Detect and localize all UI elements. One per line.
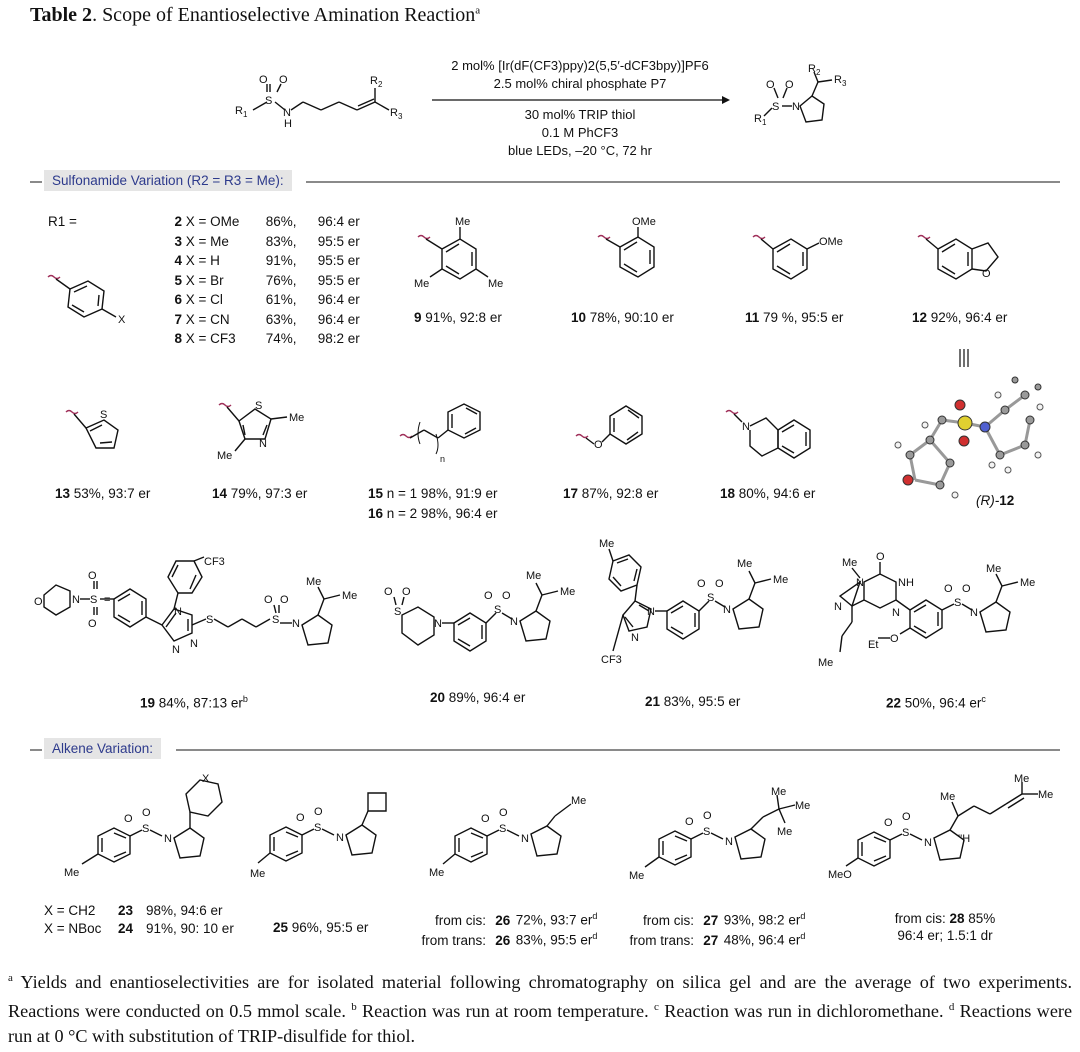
svg-text:N: N bbox=[190, 638, 198, 650]
structure-11 bbox=[745, 225, 855, 300]
svg-text:O: O bbox=[962, 583, 971, 595]
structure-27 bbox=[625, 785, 815, 885]
svg-text:O: O bbox=[296, 812, 305, 824]
svg-text:Me: Me bbox=[842, 557, 858, 569]
reaction-arrow bbox=[432, 94, 732, 106]
svg-text:O: O bbox=[314, 806, 323, 818]
svg-text:O: O bbox=[34, 596, 43, 608]
entry-17-label: 17 87%, 92:8 er bbox=[563, 486, 659, 501]
svg-text:O: O bbox=[499, 807, 508, 819]
svg-text:N: N bbox=[292, 618, 300, 630]
section-sulfonamide-label: Sulfonamide Variation (R2 = R3 = Me): bbox=[44, 170, 292, 191]
svg-text:S: S bbox=[494, 604, 502, 616]
svg-text:S: S bbox=[272, 614, 280, 626]
list-item: 8 X = CF3 74%, 98:2 er bbox=[174, 331, 360, 346]
list-item: 7 X = CN 63%, 96:4 er bbox=[174, 311, 360, 327]
entry-19-label: 19 84%, 87:13 $er^b$ bbox=[140, 694, 248, 711]
svg-text:S: S bbox=[394, 606, 402, 618]
svg-text:Me: Me bbox=[560, 586, 576, 598]
svg-text:O: O bbox=[502, 590, 511, 602]
svg-text:S: S bbox=[314, 822, 322, 834]
aryl-x-structure bbox=[40, 265, 140, 335]
svg-text:S: S bbox=[707, 592, 715, 604]
condition-light: blue LEDs, –20 °C, 72 hr bbox=[508, 143, 652, 158]
svg-text:R: R bbox=[370, 75, 378, 87]
svg-text:N: N bbox=[510, 616, 518, 628]
entry-26-trans-label: from trans: 26 83%, 95:5 $er^d$ bbox=[421, 931, 598, 948]
entry-20-label: 20 89%, 96:4 er bbox=[430, 690, 526, 705]
svg-text:S: S bbox=[255, 400, 263, 412]
svg-text:Me: Me bbox=[64, 867, 80, 879]
svg-text:Me: Me bbox=[940, 791, 956, 803]
svg-text:S: S bbox=[499, 823, 507, 835]
svg-text:Me: Me bbox=[1014, 773, 1030, 785]
svg-text:N: N bbox=[856, 577, 864, 589]
svg-text:O: O bbox=[594, 439, 603, 451]
list-item: 4 X = H 91%, 95:5 er bbox=[174, 253, 360, 268]
aryl-x-list bbox=[170, 212, 360, 349]
svg-text:N: N bbox=[792, 101, 800, 113]
svg-text:OMe: OMe bbox=[632, 216, 656, 228]
svg-text:N: N bbox=[259, 438, 267, 450]
svg-text:N: N bbox=[631, 632, 639, 644]
svg-text:O: O bbox=[884, 817, 893, 829]
section-sulfonamide bbox=[30, 172, 1060, 188]
entry-24-label: X = NBoc 24 91%, 90: 10 er bbox=[44, 921, 234, 936]
svg-text:Me: Me bbox=[217, 450, 233, 462]
svg-text:Me: Me bbox=[986, 563, 1002, 575]
svg-text:S: S bbox=[100, 409, 108, 421]
entry-27-cis-label: from cis: 27 93%, 98:2 $er^d$ bbox=[642, 911, 806, 928]
svg-text:Me: Me bbox=[429, 867, 445, 879]
svg-text:S: S bbox=[90, 594, 98, 606]
svg-text:O: O bbox=[402, 586, 411, 598]
svg-text:MeO: MeO bbox=[828, 869, 852, 881]
entry-9-label: 9 91%, 92:8 er bbox=[414, 310, 502, 325]
svg-text:Me: Me bbox=[773, 574, 789, 586]
svg-text:Me: Me bbox=[414, 278, 430, 290]
crystal-structure-image bbox=[880, 345, 1050, 505]
svg-text:S: S bbox=[902, 827, 910, 839]
svg-text:N: N bbox=[742, 421, 750, 433]
svg-text:R: R bbox=[834, 74, 842, 86]
svg-text:CF3: CF3 bbox=[204, 556, 225, 568]
svg-text:Me: Me bbox=[526, 570, 542, 582]
svg-text:Me: Me bbox=[795, 800, 811, 812]
svg-text:O: O bbox=[279, 74, 288, 86]
section-alkene bbox=[30, 740, 1060, 756]
structure-26 bbox=[425, 790, 595, 880]
condition-solvent: 0.1 M PhCF3 bbox=[541, 125, 619, 140]
svg-text:O: O bbox=[785, 79, 794, 91]
svg-text:O: O bbox=[685, 816, 694, 828]
svg-text:3: 3 bbox=[398, 112, 403, 121]
svg-text:2: 2 bbox=[378, 80, 383, 89]
svg-text:n: n bbox=[440, 454, 446, 464]
svg-text:N: N bbox=[172, 644, 180, 656]
svg-text:N: N bbox=[647, 606, 655, 618]
svg-text:O: O bbox=[142, 807, 151, 819]
structure-18 bbox=[720, 400, 830, 475]
svg-text:N: N bbox=[723, 604, 731, 616]
svg-text:N: N bbox=[725, 836, 733, 848]
list-item: 3 X = Me 83%, 95:5 er bbox=[174, 233, 360, 249]
reactant-structure bbox=[225, 66, 425, 136]
svg-text:Me: Me bbox=[1038, 789, 1054, 801]
svg-text:S: S bbox=[142, 823, 150, 835]
svg-text:N: N bbox=[892, 607, 900, 619]
structure-17 bbox=[570, 400, 670, 470]
svg-text:S: S bbox=[265, 95, 273, 107]
entry-14-label: 14 79%, 97:3 er bbox=[212, 486, 308, 501]
structure-28 bbox=[828, 773, 1068, 885]
svg-text:R: R bbox=[235, 105, 243, 117]
svg-text:1: 1 bbox=[762, 118, 767, 127]
svg-text:Me: Me bbox=[488, 278, 504, 290]
svg-text:Me: Me bbox=[342, 590, 358, 602]
condition-phosphate: 2.5 mol% chiral phosphate P7 bbox=[493, 76, 667, 91]
structure-14 bbox=[205, 395, 315, 470]
entry-23-label: X = CH2 23 98%, 94:6 er bbox=[44, 903, 223, 918]
svg-text:Et: Et bbox=[868, 639, 879, 651]
svg-text:H: H bbox=[284, 118, 292, 130]
structure-25 bbox=[250, 785, 415, 885]
entry-12-label: 12 92%, 96:4 er bbox=[912, 310, 1008, 325]
svg-text:O: O bbox=[264, 594, 273, 606]
svg-text:N: N bbox=[970, 607, 978, 619]
footnotes: $^a$ Yields and enantioselectivities are for isolated material following chromatography on silica gel and are the average of two experiments. Reactions were conducted on 0.5 mmol scale. $^b$ Reaction was run at room temperature. $^c$ Reaction was run in dichloromethane. $^d$ Reactions were run at 0 °C with substitution of TRIP-disulfide for thiol. bbox=[8, 972, 1073, 1047]
structure-21 bbox=[595, 535, 820, 680]
entry-16-label: 16 n = 2 98%, 96:4 er bbox=[368, 506, 498, 521]
svg-text:N: N bbox=[164, 833, 172, 845]
svg-text:R: R bbox=[754, 113, 762, 125]
list-item: 5 X = Br 76%, 95:5 er bbox=[174, 272, 360, 288]
svg-text:O: O bbox=[715, 578, 724, 590]
svg-text:R: R bbox=[808, 63, 816, 75]
entry-27-trans-label: from trans: 27 48%, 96:4 $er^d$ bbox=[629, 931, 806, 948]
crystal-structure-label: (R)-12 bbox=[976, 493, 1015, 508]
condition-catalyst: 2 mol% [Ir(dF(CF3)ppy)2(5,5′-dCF3bpy)]PF6 bbox=[451, 58, 709, 73]
entry-13-label: 13 53%, 93:7 er bbox=[55, 486, 151, 501]
structure-12 bbox=[910, 225, 1020, 300]
list-item: 6 X = Cl 61%, 96:4 er bbox=[174, 292, 360, 307]
svg-text:Me: Me bbox=[818, 657, 834, 669]
entry-15-label: 15 n = 1 98%, 91:9 er bbox=[368, 486, 498, 501]
svg-text:O: O bbox=[481, 813, 490, 825]
svg-text:3: 3 bbox=[842, 79, 847, 88]
entry-21-label: 21 83%, 95:5 er bbox=[645, 694, 741, 709]
svg-text:N: N bbox=[336, 832, 344, 844]
structure-23-24 bbox=[60, 772, 250, 887]
structure-13 bbox=[60, 400, 140, 470]
entry-26-cis-label: from cis: 26 72%, 93:7 $er^d$ bbox=[434, 911, 598, 928]
svg-text:O: O bbox=[703, 810, 712, 822]
footnote-c: Reaction was run in dichloromethane. bbox=[664, 1001, 944, 1022]
svg-text:O: O bbox=[259, 74, 268, 86]
entry-10-label: 10 78%, 90:10 er bbox=[571, 310, 674, 325]
svg-text:O: O bbox=[766, 79, 775, 91]
svg-text:O: O bbox=[944, 583, 953, 595]
entry-25-label: 25 96%, 95:5 er bbox=[273, 920, 369, 935]
svg-text:Me: Me bbox=[599, 538, 615, 550]
svg-text:O: O bbox=[876, 551, 885, 563]
svg-text:N: N bbox=[521, 833, 529, 845]
structure-19 bbox=[30, 555, 375, 680]
svg-text:N: N bbox=[283, 107, 291, 119]
svg-text:Me: Me bbox=[289, 412, 305, 424]
svg-text:O: O bbox=[88, 618, 97, 630]
product-structure bbox=[752, 58, 872, 148]
structure-10 bbox=[590, 215, 690, 295]
svg-text:Me: Me bbox=[737, 558, 753, 570]
footnote-a: Yields and enantioselectivities are for isolated material following chromatography on silica gel and are the average of two experiments. Reactions were conducted on 0.5 mmol scale. bbox=[8, 972, 1073, 1022]
svg-text:N: N bbox=[174, 606, 182, 618]
svg-text:O: O bbox=[124, 813, 133, 825]
svg-text:Me: Me bbox=[250, 868, 266, 880]
svg-text:N: N bbox=[72, 594, 80, 606]
svg-text:R: R bbox=[390, 107, 398, 119]
svg-text:O: O bbox=[890, 633, 899, 645]
list-item: 2 X = OMe 86%, 96:4 er bbox=[174, 214, 360, 229]
structure-9 bbox=[410, 215, 520, 300]
svg-text:S: S bbox=[206, 614, 214, 626]
svg-text:S: S bbox=[772, 101, 780, 113]
svg-text:2: 2 bbox=[816, 68, 821, 77]
svg-text:O: O bbox=[88, 570, 97, 582]
structure-15-16 bbox=[396, 400, 506, 470]
svg-text:O: O bbox=[280, 594, 289, 606]
svg-text:Me: Me bbox=[629, 870, 645, 882]
svg-text:Me: Me bbox=[306, 576, 322, 588]
entry-22-label: 22 50%, 96:4 $er^c$ bbox=[886, 694, 986, 711]
svg-text:S: S bbox=[954, 597, 962, 609]
svg-text:X: X bbox=[118, 314, 126, 326]
svg-text:Me: Me bbox=[777, 826, 793, 838]
entry-18-label: 18 80%, 94:6 er bbox=[720, 486, 816, 501]
structure-22 bbox=[812, 552, 1067, 682]
svg-text:X: X bbox=[202, 773, 210, 785]
svg-text:N: N bbox=[434, 618, 442, 630]
svg-text:NH: NH bbox=[898, 577, 914, 589]
svg-text:Me: Me bbox=[455, 216, 471, 228]
svg-text:OMe: OMe bbox=[819, 236, 843, 248]
svg-text:''H: ''H bbox=[958, 833, 971, 845]
entry-28-label: from cis: 28 85% 96:4 er; 1.5:1 dr bbox=[894, 911, 996, 943]
svg-text:Me: Me bbox=[771, 786, 787, 798]
condition-thiol: 30 mol% TRIP thiol bbox=[524, 107, 636, 122]
svg-text:Me: Me bbox=[1020, 577, 1036, 589]
svg-text:O: O bbox=[697, 578, 706, 590]
structure-20 bbox=[380, 555, 590, 675]
svg-text:N: N bbox=[834, 601, 842, 613]
r1-label: R1 = bbox=[48, 214, 77, 229]
svg-text:O: O bbox=[384, 586, 393, 598]
svg-text:S: S bbox=[703, 826, 711, 838]
table-title: Table 2. Scope of Enantioselective Amination Reaction$^a$ bbox=[30, 4, 481, 26]
svg-text:=: = bbox=[104, 594, 111, 606]
entry-11-label: 11 79 %, 95:5 er bbox=[745, 310, 844, 325]
svg-text:O: O bbox=[484, 590, 493, 602]
svg-text:CF3: CF3 bbox=[601, 654, 622, 666]
section-alkene-label: Alkene Variation: bbox=[44, 738, 161, 759]
svg-text:O: O bbox=[982, 268, 991, 280]
svg-text:O: O bbox=[902, 811, 911, 823]
svg-text:Me: Me bbox=[571, 795, 587, 807]
svg-text:1: 1 bbox=[243, 110, 248, 119]
svg-text:N: N bbox=[924, 837, 932, 849]
footnote-b: Reaction was run at room temperature. bbox=[362, 1001, 649, 1022]
footnote-d: Reactions were run at 0 °C with substitution of TRIP-disulfide for thiol. bbox=[8, 1001, 1073, 1047]
